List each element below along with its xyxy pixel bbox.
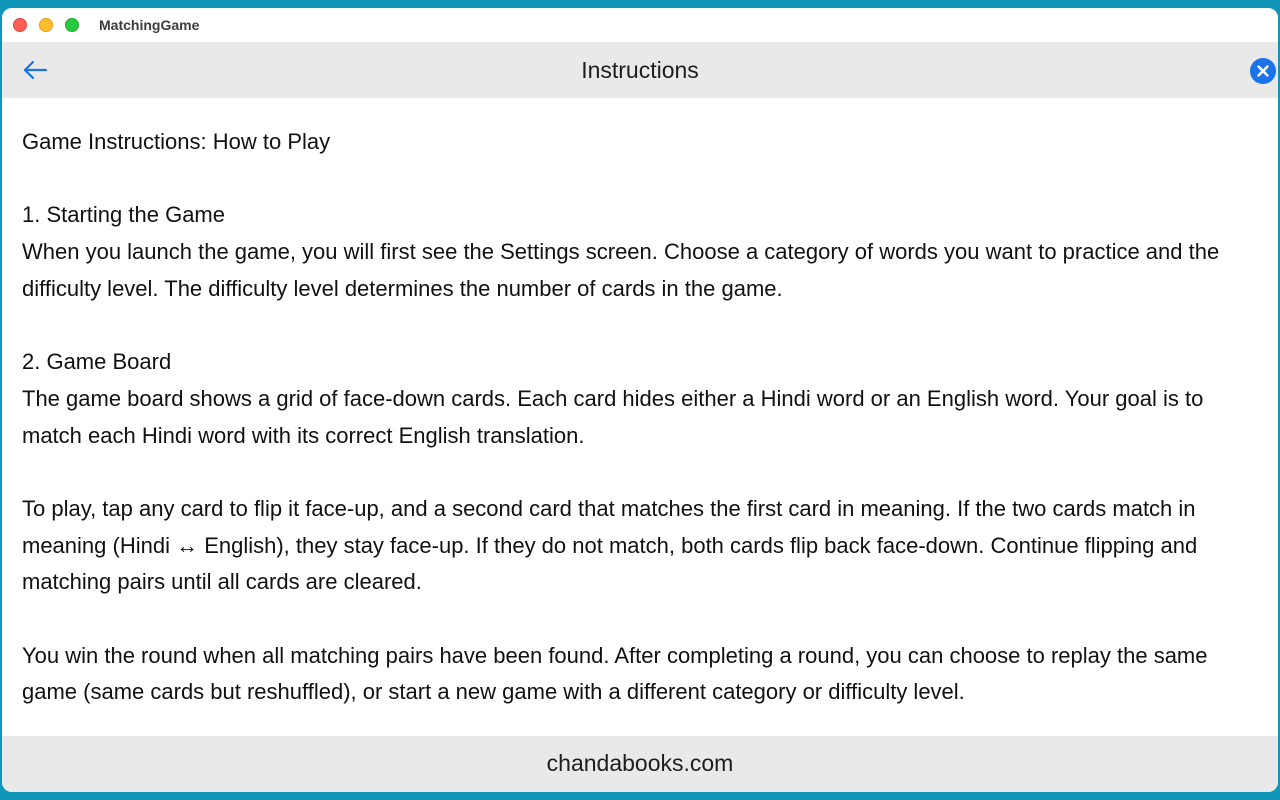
close-circle-icon	[1250, 58, 1276, 84]
section-title-starting: 1. Starting the Game	[22, 202, 225, 228]
paragraph-winning: You win the round when all matching pairs have been found. After completing a round, you can choose to replay the same game (same cards but reshuffled), or start a new game with a different category or difficulty level.	[22, 642, 1208, 705]
spacer	[22, 308, 1252, 345]
spacer	[22, 454, 1252, 491]
app-window	[2, 8, 1278, 792]
close-button[interactable]	[1250, 58, 1276, 84]
title-bar	[2, 8, 1278, 42]
paragraph-how-to-play: To play, tap any card to flip it face-up, and a second card that matches the first card in meaning. If the two cards match in meaning (Hindi ↔ English), they stay face-up. If they do not match, both cards flip back face-down. Continue flipping and matching pairs until all cards are cleared.	[22, 495, 1198, 595]
spacer	[22, 161, 1252, 198]
instructions-content	[22, 124, 1252, 711]
website-link[interactable]: chandabooks.com	[546, 750, 734, 776]
section-body-starting: When you launch the game, you will first see the Settings screen. Choose a category of words you want to practice and the difficulty level. The difficulty level determines the number of cards in the game.	[22, 239, 1220, 301]
zoom-window-button[interactable]	[65, 18, 79, 32]
instructions-heading: Game Instructions: How to Play	[22, 129, 331, 154]
section-body-game-board: The game board shows a grid of face-down cards. Each card hides either a Hindi word or an English word. Your goal is to match each Hindi word with its correct English translation.	[22, 385, 1204, 448]
app-title: MatchingGame	[99, 17, 200, 33]
footer-bar	[2, 736, 1278, 792]
navigation-bar	[2, 42, 1278, 98]
section-title-game-board: 2. Game Board	[22, 349, 172, 375]
close-window-button[interactable]	[13, 18, 27, 32]
page-title: Instructions	[581, 57, 699, 83]
minimize-window-button[interactable]	[39, 18, 53, 32]
spacer	[22, 601, 1252, 638]
